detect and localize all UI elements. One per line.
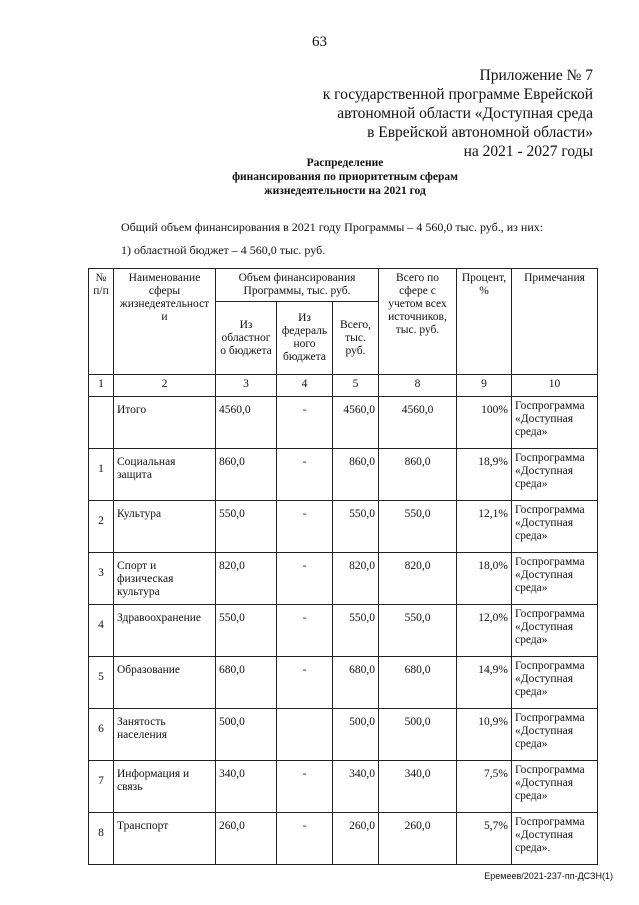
intro-regional: 1) областной бюджет – 4 560,0 тыс. руб. <box>121 243 326 257</box>
row-federal-budget: - <box>277 605 333 657</box>
row-note: Госпрограмма «Доступная среда» <box>512 449 598 501</box>
row-sphere-name: Культура <box>114 501 216 553</box>
row-all-sources: 820,0 <box>379 553 457 605</box>
col-number: 8 <box>379 375 457 397</box>
row-federal-budget: - <box>277 657 333 709</box>
header-name: Наименование сферы жизнедеятельност и <box>114 269 216 375</box>
row-federal-budget: - <box>277 553 333 605</box>
row-total: 820,0 <box>333 553 379 605</box>
row-federal-budget <box>277 709 333 761</box>
heading-line: Распределение <box>306 157 384 169</box>
header-regional: Из областног о бюджета <box>216 302 277 375</box>
row-sphere-name: Транспорт <box>114 813 216 865</box>
row-all-sources: 680,0 <box>379 657 457 709</box>
col-number: 1 <box>89 375 114 397</box>
row-federal-budget: - <box>277 501 333 553</box>
table-row <box>89 657 598 709</box>
appendix-line: к государственной программе Еврейской <box>322 86 593 103</box>
row-all-sources: 340,0 <box>379 761 457 813</box>
row-total: 680,0 <box>333 657 379 709</box>
appendix-block <box>323 66 593 161</box>
row-sphere-name: Итого <box>114 397 216 449</box>
row-number: 8 <box>89 813 114 865</box>
heading-line: жизнедеятельности на 2021 год <box>264 185 426 197</box>
row-number: 5 <box>89 657 114 709</box>
row-sphere-name: Информация и связь <box>114 761 216 813</box>
row-regional-budget: 500,0 <box>216 709 277 761</box>
heading-line: финансирования по приоритетным сферам <box>232 171 458 183</box>
row-federal-budget: - <box>277 761 333 813</box>
row-number: 1 <box>89 449 114 501</box>
row-note: Госпрограмма «Доступная среда» <box>512 761 598 813</box>
row-number: 3 <box>89 553 114 605</box>
header-volume: Объем финансирования Программы, тыс. руб. <box>216 269 379 302</box>
header-sum: Всего, тыс. руб. <box>333 302 379 375</box>
row-regional-budget: 550,0 <box>216 501 277 553</box>
document-heading <box>0 156 639 198</box>
row-federal-budget: - <box>277 397 333 449</box>
appendix-line: в Еврейской автономной области» <box>367 124 593 141</box>
row-sphere-name: Образование <box>114 657 216 709</box>
document-footer: Еремеев/2021-237-пп-ДСЗН(1) <box>484 871 613 881</box>
col-number: 2 <box>114 375 216 397</box>
row-total: 550,0 <box>333 605 379 657</box>
row-all-sources: 550,0 <box>379 501 457 553</box>
financing-table <box>88 268 598 865</box>
col-number: 4 <box>277 375 333 397</box>
row-sphere-name: Социальная защита <box>114 449 216 501</box>
row-total: 340,0 <box>333 761 379 813</box>
table-row <box>89 449 598 501</box>
row-percent: 10,9% <box>457 709 512 761</box>
appendix-line: автономной области «Доступная среда <box>337 105 593 122</box>
header-percent: Процент, % <box>457 269 512 375</box>
row-number <box>89 397 114 449</box>
appendix-line: на 2021 - 2027 годы <box>463 143 593 160</box>
row-note: Госпрограмма «Доступная среда» <box>512 553 598 605</box>
row-note: Госпрограмма «Доступная среда» <box>512 397 598 449</box>
row-total: 860,0 <box>333 449 379 501</box>
row-total: 550,0 <box>333 501 379 553</box>
table-row <box>89 553 598 605</box>
table-row <box>89 813 598 865</box>
row-number: 4 <box>89 605 114 657</box>
header-notes: Примечания <box>512 269 598 375</box>
row-all-sources: 500,0 <box>379 709 457 761</box>
row-federal-budget: - <box>277 449 333 501</box>
row-all-sources: 4560,0 <box>379 397 457 449</box>
col-number: 5 <box>333 375 379 397</box>
row-all-sources: 860,0 <box>379 449 457 501</box>
row-sphere-name: Спорт и физическая культура <box>114 553 216 605</box>
row-all-sources: 550,0 <box>379 605 457 657</box>
intro-total: Общий объем финансирования в 2021 году Программы – 4 560,0 тыс. руб., из них: <box>121 220 544 234</box>
row-note: Госпрограмма «Доступная среда» <box>512 657 598 709</box>
row-regional-budget: 680,0 <box>216 657 277 709</box>
col-number: 10 <box>512 375 598 397</box>
header-all-sources: Всего по сфере с учетом всех источников, тыс. руб. <box>379 269 457 375</box>
col-number: 9 <box>457 375 512 397</box>
row-all-sources: 260,0 <box>379 813 457 865</box>
row-percent: 5,7% <box>457 813 512 865</box>
row-regional-budget: 820,0 <box>216 553 277 605</box>
row-regional-budget: 550,0 <box>216 605 277 657</box>
row-number: 2 <box>89 501 114 553</box>
row-note: Госпрограмма «Доступная среда» <box>512 709 598 761</box>
row-number: 6 <box>89 709 114 761</box>
row-regional-budget: 860,0 <box>216 449 277 501</box>
row-federal-budget: - <box>277 813 333 865</box>
row-regional-budget: 340,0 <box>216 761 277 813</box>
row-regional-budget: 4560,0 <box>216 397 277 449</box>
row-total: 260,0 <box>333 813 379 865</box>
row-percent: 14,9% <box>457 657 512 709</box>
header-num: № п/п <box>89 269 114 375</box>
row-total: 500,0 <box>333 709 379 761</box>
row-number: 7 <box>89 761 114 813</box>
row-sphere-name: Занятость населения <box>114 709 216 761</box>
table-row <box>89 605 598 657</box>
header-federal: Из федераль ного бюджета <box>277 302 333 375</box>
row-regional-budget: 260,0 <box>216 813 277 865</box>
table-row <box>89 501 598 553</box>
row-note: Госпрограмма «Доступная среда» <box>512 501 598 553</box>
row-sphere-name: Здравоохранение <box>114 605 216 657</box>
col-number: 3 <box>216 375 277 397</box>
row-percent: 18,0% <box>457 553 512 605</box>
page-number: 63 <box>312 34 327 50</box>
appendix-line: Приложение № 7 <box>479 67 593 84</box>
row-percent: 18,9% <box>457 449 512 501</box>
row-note: Госпрограмма «Доступная среда». <box>512 813 598 865</box>
row-percent: 100% <box>457 397 512 449</box>
row-note: Госпрограмма «Доступная среда» <box>512 605 598 657</box>
table-row <box>89 761 598 813</box>
row-total: 4560,0 <box>333 397 379 449</box>
row-percent: 12,1% <box>457 501 512 553</box>
table-row <box>89 709 598 761</box>
row-percent: 12,0% <box>457 605 512 657</box>
table-row <box>89 397 598 449</box>
row-percent: 7,5% <box>457 761 512 813</box>
